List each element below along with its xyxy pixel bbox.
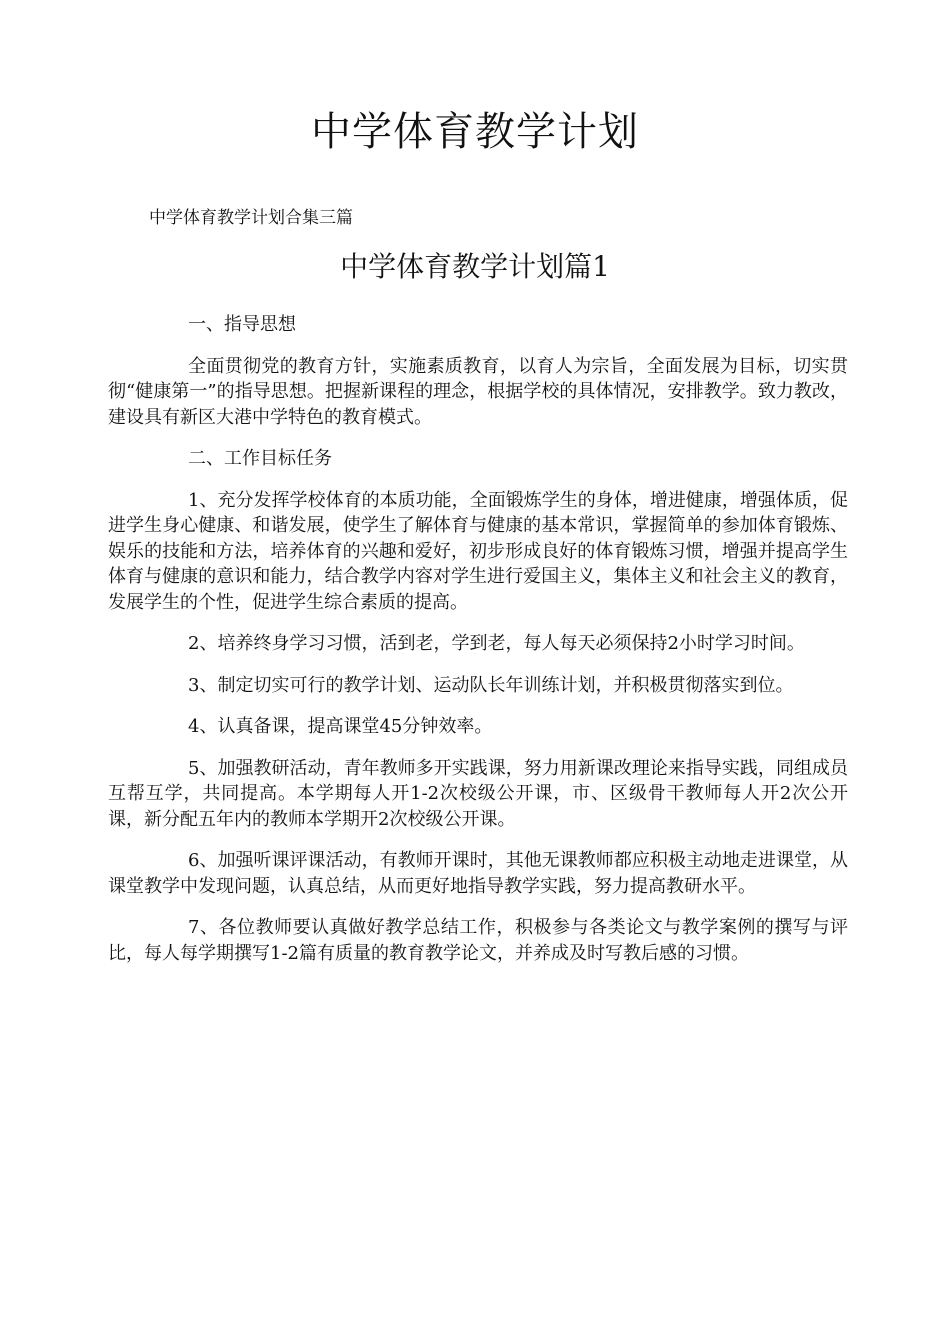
heading-guiding-thought: 一、指导思想: [188, 314, 296, 335]
list-item-4: 4、认真备课，提高课堂45分钟效率。: [188, 716, 493, 737]
list-item-3: 3、制定切实可行的教学计划、运动队长年训练计划，并积极贯彻落实到位。: [188, 674, 794, 696]
section-title: 中学体育教学计划篇1: [340, 250, 610, 283]
paragraph-guiding-thought: 全面贯彻党的教育方针，实施素质教育，以育人为宗旨，全面发展为目标，切实贯彻“健康第一”的指导思想。把握新课程的理念，根据学校的具体情况，安排教学。致力教改，建设具有新区大港中学特色的教育模式。: [108, 355, 848, 428]
heading-work-goals: 二、工作目标任务: [188, 448, 332, 469]
document-title: 中学体育教学计划: [311, 109, 639, 155]
list-item-2: 2、培养终身学习习惯，活到老，学到老，每人每天必须保持2小时学习时间。: [188, 633, 805, 654]
list-item-6: 6、加强听课评课活动，有教师开课时，其他无课教师都应积极主动地走进课堂，从课堂教学中发现问题，认真总结，从而更好地指导教学实践，努力提高教研水平。: [108, 850, 848, 897]
document-subtitle: 中学体育教学计划合集三篇: [149, 208, 353, 228]
document-body: [108, 312, 848, 982]
list-item-7: 7、各位教师要认真做好教学总结工作，积极参与各类论文与教学案例的撰写与评比，每人每学期撰写1-2篇有质量的教育教学论文，并养成及时写教后感的习惯。: [108, 917, 848, 964]
list-item-1: 1、充分发挥学校体育的本质功能，全面锻炼学生的身体，增进健康，增强体质，促进学生身心健康、和谐发展，使学生了解体育与健康的基本常识，掌握简单的参加体育锻炼、娱乐的技能和方法，培养体育的兴趣和爱好，初步形成良好的体育锻炼习惯，增强并提高学生体育与健康的意识和能力，结合教学内容对学生进行爱国主义，集体主义和社会主义的教育，发展学生的个性，促进学生综合素质的提高。: [108, 489, 848, 613]
list-item-5: 5、加强教研活动，青年教师多开实践课，努力用新课改理论来指导实践，同组成员互帮互学，共同提高。本学期每人开1-2次校级公开课，市、区级骨干教师每人开2次公开课，新分配五年内的教师本学期开2次校级公开课。: [108, 757, 848, 830]
